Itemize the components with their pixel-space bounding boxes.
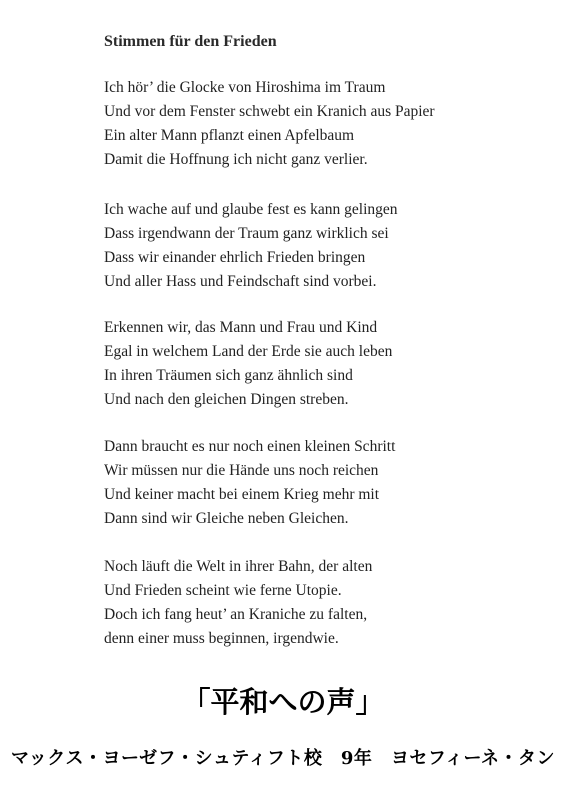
poem-line: Dass wir einander ehrlich Frieden bringen <box>104 249 366 266</box>
stanza-1 <box>104 76 435 172</box>
poem-line: Dann braucht es nur noch einen kleinen Schritt <box>104 438 396 455</box>
japanese-title: 「平和への声」 <box>181 685 385 719</box>
poem-line: denn einer muss beginnen, irgendwie. <box>104 630 339 647</box>
poem-title: Stimmen für den Frieden <box>104 33 277 50</box>
poem-line: Und keiner macht bei einem Krieg mehr mit <box>104 486 380 503</box>
poem-line: Ich wache auf und glaube fest es kann gelingen <box>104 201 398 218</box>
stanza-2 <box>104 198 398 294</box>
stanza-5 <box>104 555 372 651</box>
poem-line: Dann sind wir Gleiche neben Gleichen. <box>104 510 349 527</box>
poem-line: Und aller Hass und Feindschaft sind vorbei. <box>104 273 377 290</box>
poem-line: In ihren Träumen sich ganz ähnlich sind <box>104 367 353 384</box>
poem-line: Egal in welchem Land der Erde sie auch leben <box>104 343 393 360</box>
author-line: マックス・ヨーゼフ・シュティフト校 9年 ヨセフィーネ・タン <box>10 748 556 769</box>
poem-line: Noch läuft die Welt in ihrer Bahn, der alten <box>104 558 373 575</box>
stanza-4 <box>104 435 395 531</box>
poem-line: Ein alter Mann pflanzt einen Apfelbaum <box>104 127 355 144</box>
stanza-3 <box>104 316 392 412</box>
poem-line: Dass irgendwann der Traum ganz wirklich sei <box>104 225 389 242</box>
poem-line: Damit die Hoffnung ich nicht ganz verlier. <box>104 151 368 168</box>
poem-line: Doch ich fang heut’ an Kraniche zu falten, <box>104 606 368 623</box>
poem-line: Und Frieden scheint wie ferne Utopie. <box>104 582 342 599</box>
poem-line: Erkennen wir, das Mann und Frau und Kind <box>104 319 378 336</box>
poem-line: Wir müssen nur die Hände uns noch reichen <box>104 462 379 479</box>
poem-line: Und vor dem Fenster schwebt ein Kranich aus Papier <box>104 103 435 120</box>
poem-line: Und nach den gleichen Dingen streben. <box>104 391 349 408</box>
poem-line: Ich hör’ die Glocke von Hiroshima im Traum <box>104 79 386 96</box>
